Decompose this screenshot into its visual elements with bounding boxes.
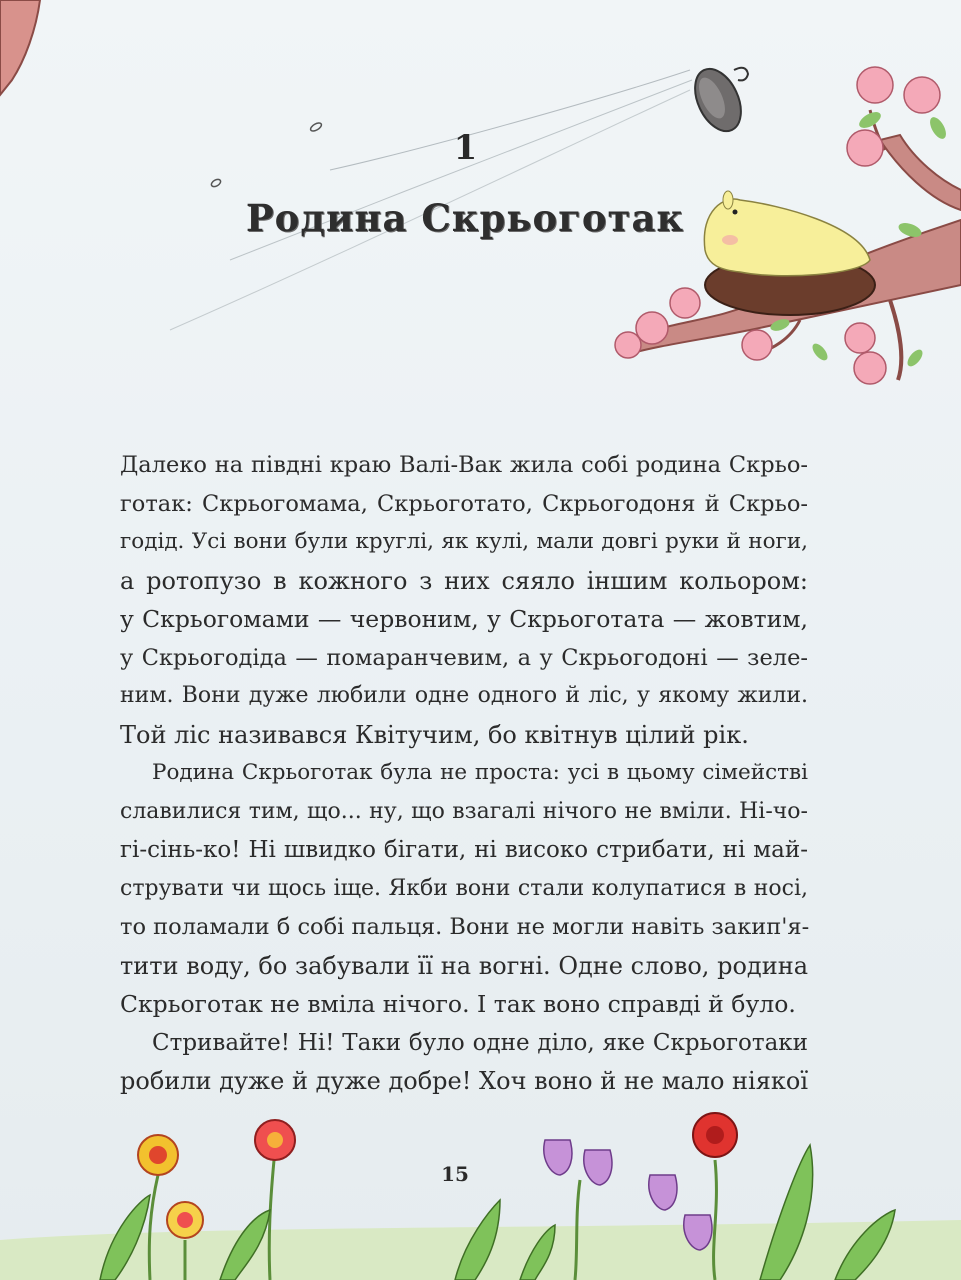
text-line: славилися тим, що... ну, що взагалі нічого не вміли. Ні-чо- bbox=[120, 798, 808, 824]
text-line: робили дуже й дуже добре! Хоч воно й не мало ніякої bbox=[120, 1067, 808, 1095]
chapter-number: 1 bbox=[453, 128, 478, 168]
text-line: Далеко на півдні краю Валі-Вак жила собі родина Скрьо- bbox=[120, 452, 808, 478]
text-line: струвати чи щось іще. Якби вони стали колупатися в носі, bbox=[120, 875, 808, 901]
paragraph-1 bbox=[120, 446, 808, 754]
text-line: годід. Усі вони були круглі, як кулі, мали довгі руки й ноги, bbox=[120, 529, 808, 554]
text-line: Стривайте! Ні! Таки було одне діло, яке Скрьоготаки bbox=[152, 1029, 808, 1056]
chapter-title: Родина Скрьоготак bbox=[245, 196, 685, 240]
text-line: тити воду, бо забували її на вогні. Одне слово, родина bbox=[120, 951, 808, 980]
text-line: а ротопузо в кожного з них сяяло іншим кольором: bbox=[120, 566, 808, 595]
chapter-body-text bbox=[120, 446, 808, 1101]
text-line: готак: Скрьогомама, Скрьоготато, Скрьогодоня й Скрьо- bbox=[120, 490, 808, 517]
text-line: то поламали б собі пальця. Вони не могли навіть закип'я- bbox=[120, 914, 810, 940]
paragraph-3 bbox=[120, 1024, 808, 1101]
page-number: 15 bbox=[441, 1162, 469, 1186]
text-line: Скрьоготак не вміла нічого. І так воно справді й було. bbox=[120, 990, 796, 1018]
flowers-illustration bbox=[0, 1113, 961, 1280]
text-line: Родина Скрьоготак була не проста: усі в цьому сімействі bbox=[152, 760, 808, 785]
text-line: гі-сінь-ко! Ні швидко бігати, ні високо стрибати, ні май- bbox=[120, 837, 808, 863]
tree-trunk-illustration bbox=[0, 0, 40, 95]
text-line: Той ліс називався Квітучим, бо квітнув цілий рік. bbox=[120, 720, 749, 749]
text-line: у Скрьогомами — червоним, у Скрьоготата — жовтим, bbox=[120, 605, 808, 633]
text-line: ним. Вони дуже любили одне одного й ліс, у якому жили. bbox=[120, 683, 808, 708]
paragraph-2 bbox=[120, 754, 808, 1024]
text-line: у Скрьогодіда — помаранчевим, а у Скрьогодоні — зеле- bbox=[120, 644, 808, 671]
